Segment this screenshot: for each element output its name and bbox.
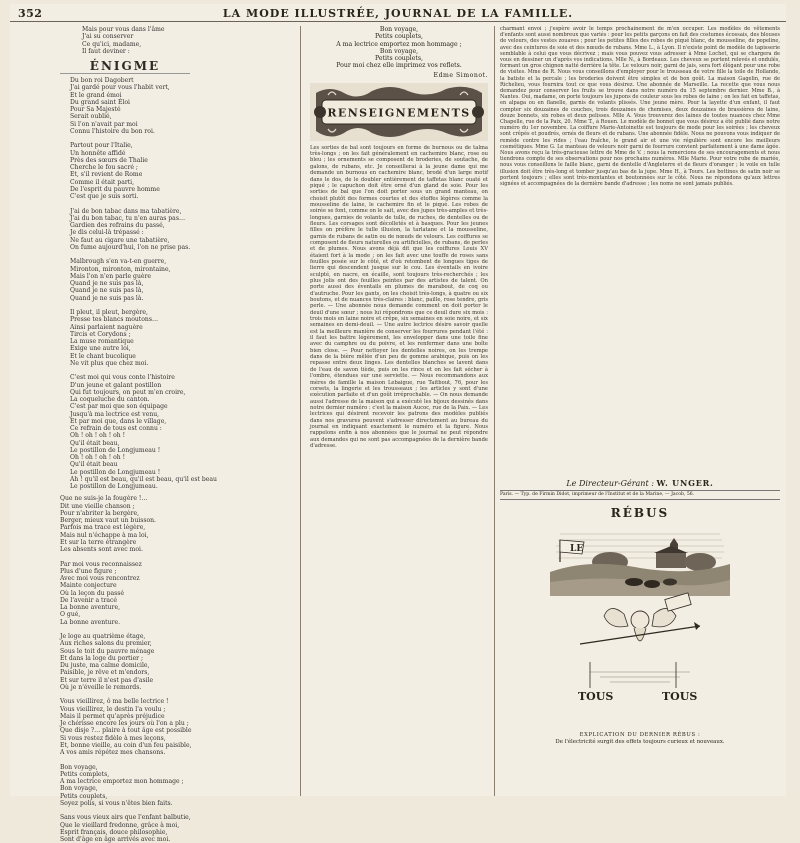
rebus-heading: RÉBUS [610, 506, 670, 520]
rebus-explanation-text: De l'électricité surgit des effets toujours curieux et nouveaux. [555, 739, 725, 745]
page-number: 352 [18, 7, 43, 20]
newspaper-page [10, 4, 786, 843]
column-divider [494, 26, 495, 796]
director-line [500, 478, 780, 488]
opening-verse: Mais pour vous dans l'âme J'ai su conserver Ce qu'ici, madame, Il faut deviner : [82, 26, 165, 55]
enigme-heading: ÉNIGME [60, 59, 190, 74]
renseignements-banner [310, 83, 488, 141]
column-divider [300, 26, 301, 796]
rebus-word-le: LE [570, 544, 584, 554]
journal-title: LA MODE ILLUSTRÉE, JOURNAL DE LA FAMILLE. [222, 7, 574, 20]
director-label: Le Directeur-Gérant : [566, 479, 654, 488]
column-right [500, 26, 780, 745]
ornamental-banner-icon [310, 83, 488, 141]
printer-imprint: Paris. — Typ. de Firmin Didot, imprimeur de l'Institut et de la Marine, — Jacob, 56. [500, 490, 780, 500]
rebus-word-tous-right: TOUS [662, 690, 698, 703]
rebus-engraving-icon [550, 522, 730, 728]
column-left [48, 26, 270, 843]
rebus-illustration [550, 522, 730, 728]
renseignements-article: Les sorties de bal sont toujours en forme de burnous ou de talma très-longs ; on les fait généralement en cachemire blanc, rose ou bleu ; les ornements se composent de broderies, de soutache, de galons, de rubans, etc. Je conseillerai à la jeune dame qui me demande un burnous en cachemire blanc, brodé d'un large motif dans le dos, de le doubler entièrement de taffetas blanc ouaté et piqué ; le capuchon doit être orné d'un gland de soie. Pour les sorties de bal que l'on doit porter sous un grand manteau, on choisit plutôt des formes courtes et des étoffes légères comme la mousseline de laine, le cachemire fin et le piqué. Les robes de soirée se font, comme on le sait, avec des jupes très-amples et très-longues, garnies de volants de tulle, de ruches, de dentelles ou de fleurs. Les corsages sont décolletés et à basques. Pour les jeunes filles on préfère le tulle illusion, la tarlatane et la mousseline, garnis de rubans de satin ou de nœuds de velours. Les coiffures se composent de fleurs naturelles ou artificielles, de rubans, de perles et de plumes. Nous avons déjà dit que les coiffures Louis XV étaient fort à la mode ; on les fait avec une touffe de roses sans feuilles posée sur le côté, et d'où retombent de longues tiges de lierre qui descendent jusque sur le cou. Les éventails en ivoire sculpté, en nacre, en écaille, sont toujours très-recherchés ; les plus jolis ont des feuilles peintes par des artistes de talent. On porte aussi des éventails en plumes de marabout, de coq ou d'autruche. Pour les gants, on les choisit très-longs, à quatre ou six boutons, et de nuances très-claires : blanc, paille, rose tendre, gris perle. — Une abonnée nous demande comment on doit porter le deuil d'une sœur ; nous lui répondrons que ce deuil dure six mois : trois mois en laine noire et crêpe, six semaines en soie noire, et six semaines en demi-deuil. — Une autre lectrice désire savoir quelle est la meilleure manière de conserver les fourrures pendant l'été : il faut les battre légèrement, les envelopper dans une toile fine avec du camphre ou du poivre, et les renfermer dans une boîte bien close. — Pour nettoyer les dentelles noires, on les trempe dans de la bière mêlée d'un peu de gomme arabique, puis on les repasse entre deux linges. Les dentelles blanches se lavent dans de l'eau de savon tiède, puis on les rince et on les fait sécher à l'ombre, étendues sur une serviette. — Nous recommandons aux mères de famille la maison Lebaigue, rue Taitbout, 76, pour les corsets, la lingerie et les trousseaux ; les articles y sont d'une exécution parfaite et d'un goût irréprochable. — On nous demande aussi l'adresse de la maison qui a exécuté les bijoux dessinés dans notre dernier numéro : c'est la maison Aucoc, rue de la Paix. — Les lectrices qui désirent recevoir les patrons des modèles publiés dans nos gravures peuvent s'adresser directement au bureau du journal en indiquant exactement le numéro et la figure. Nous rappelons enfin à nos abonnées que le journal ne peut répondre aux demandes qui ne sont pas accompagnées de la dernière bande d'adresse. [310, 144, 489, 449]
column-middle [310, 26, 488, 449]
page-header [10, 6, 786, 22]
rebus-explanation-heading: EXPLICATION DU DERNIER RÉBUS : [579, 732, 701, 738]
enigme-poem: Du bon roi Dagobert J'ai gardé pour vous l'habit vert, Et le grand émoi Du grand saint Éloi Pour Sa Majesté Serait oublié, Si l'on n'avait par moi Connu l'histoire du bon roi. Partout pour l'Italie, Un honnête affidé Près des sœurs de Thalie Cherche le fou sacré ; Et, s'il revient de Rome Comme il était parti, De l'esprit du pauvre homme C'est que je suis sorti. J'ai de bon tabac dans ma tabatière, J'ai du bon tabac, tu n'en auras pas… Gardien des refrains du passé, Je dis celui-là trépassé : Ne faut au cigare une tabatière, On fume aujourd'hui, l'on ne prise pas. Malbrough s'en va-t-en guerre, Mironton, mironton, mirontaine, Mais l'on n'en parle guère Quand je ne suis pas là, Quand je ne suis pas là, Quand je ne suis pas là. Il pleut, il pleut, bergère, Presse tes blancs moutons… Ainsi parlaient naguère Tircis et Corydons ; La muse romantique Exige une autre loi, Et le chant bucolique Ne vit plus que chez moi. C'est moi qui vous conte l'histoire D'un jeune et galant postillon Qui fut toujours, on peut m'en croire, La coqueluche du canton. C'est par moi que son équipage Jusqu'à ma lectrice est venu, Et par moi que, dans le village, Ce refrain de tous est connu : Oh ! oh ! oh ! oh ! Qu'il était beau, Le postillon de Longjumeau ! Oh ! oh ! oh ! oh ! Qu'il était beau Le postillon de Longjumeau ! Ah ! qu'il est beau, qu'il est beau, qu'il est beau Le postillon de Longjumeau. [70, 77, 217, 490]
correspondence-article: charmant envoi ; j'espère avoir le temps prochainement de m'en occuper. Les modèles de vêtements d'enfants sont aussi nombreux que variés : pour les petits garçons on fait des costumes écossais, des blouses de velours, des vestes zouaves ; pour les petites filles des robes de piqué blanc, de mousseline, de popeline, avec des ceintures de soie et des nœuds de rubans. Mme L., à Lyon. Il n'existe point de modèle de tapisserie semblable à celui que vous décrivez ; mais vous pouvez vous adresser à Mme Lochet, qui se chargera de vous en dessiner un d'après vos indications. Mlle N., à Bordeaux. Les cheveux se portent relevés et ondulés, formant un gros chignon natté derrière la tête. Le velours noir, garni de jais, sera fort élégant pour une robe de visites. Mme de R. Nous vous conseillons d'employer pour le trousseau de votre fille la toile de Hollande, la batiste et la percale ; les broderies doivent être simples et de bon goût. La maison Gagelin, rue de Richelieu, vous fournira tout ce que vous désirez. Une abonnée de Marseille. La recette que vous nous demandez pour conserver les fruits se trouve dans notre numéro du 15 septembre dernier. Mme B., à Nantes. Oui, madame, on porte toujours les jupons de couleur sous les robes de laine ; on les fait en taffetas, en alpaga ou en flanelle, garnis de volants plissés. Une jeune mère. Pour la layette d'un enfant, il faut compter six douzaines de couches, trois douzaines de chemises, deux douzaines de brassières de laine, douze bonnets, six robes et deux pelisses. Mlle A. Vous trouverez des laines de toutes nuances chez Mme Chapelle, rue de la Paix, 20. Mme T., à Rouen. Le modèle de bonnet que vous désirez a été publié dans notre numéro du 1er novembre. La coiffure Marie-Antoinette est toujours de mode pour les soirées ; les cheveux sont crêpés et poudrés, ornés de fleurs et de rubans. Une abonnée fidèle. Nous ne pouvons vous indiquer de remède contre les rides ; l'eau fraîche, le grand air et une vie régulière sont encore les meilleurs cosmétiques. Mme G. Le manteau de velours noir garni de fourrure convient parfaitement à une dame âgée. Nous avons reçu la très-gracieuse lettre de Mme de V. ; nous la remercions de ses encouragements et nous tiendrons compte de ses observations pour nos prochains numéros. Mlle Marie. Pour votre robe de mariée, nous vous conseillons le faille blanc, garni de dentelle d'Angleterre et de fleurs d'oranger ; le voile en tulle illusion doit être très-long et tomber jusqu'au bas de la jupe. Mme H., à Tours. Les bottines de satin noir se portent toujours ; elles sont très-montantes et boutonnées sur le côté. Nous ne répondons qu'aux lettres signées et accompagnées de la dernière bande d'adresse ; les noms ne sont jamais publiés. [500, 26, 780, 188]
director-name: W. UNGER. [656, 478, 714, 488]
enigme-poem-continued: Que ne suis-je la fougère !… Dit une vieille chanson ; Pour n'abriter la bergère, Berger, mieux vaut un buisson. Parfois ma trace est légère, Mais nul n'échappe à ma loi, Et sur la terre étrangère Les absents sont avec moi. Par moi vous reconnaissez Plus d'une figure ; Avec moi vous rencontrez Mainte conjecture Où la leçon du passé De l'avenir a tracé La bonne aventure, O gué, La bonne aventure. Je loge au quatrième étage, Aux riches salons du premier, Sous le toit du pauvre ménage Et dans la loge du portier ; Du juste, ma calme domicile, Paisible, je rêve et m'endors, Et sur terre il n'est pas d'asile Où je n'éveille le remords. Vous vieillirez, ô ma belle lectrice ! Vous vieillirez, le destin l'a voulu ; Mais il permet qu'après préjudice Je chérisse encore les jours où l'on a plu ; Que disje ?… plaire à tout âge est possible Si vous restez fidèle à mes leçons, Et, bonne vieille, au coin d'un feu paisible, A vos amis répétez mes chansons. Bon voyage, Petits complets, A ma lectrice emportez mon hommage ; Bon voyage, Petits couplets, Soyez polis, si vous n'êtes bien faits. Sans vous vieux airs que l'enfant balbutie, Que le vieillard fredonne, grâce à moi, Esprit français, douce philosophie, Sont d'âge en âge arrivés avec moi. [60, 495, 192, 843]
rebus-word-tous-left: TOUS [578, 690, 614, 703]
author-signature: Edme Simonot. [433, 71, 488, 79]
renseignements-title: RENSEIGNEMENTS [327, 106, 471, 120]
closing-poem: Bon voyage, Petits couplets, A ma lectrice emportez mon hommage ; Bon voyage, Petits couplets, Pour moi chez elle imprimez vos reflets. [336, 26, 462, 70]
